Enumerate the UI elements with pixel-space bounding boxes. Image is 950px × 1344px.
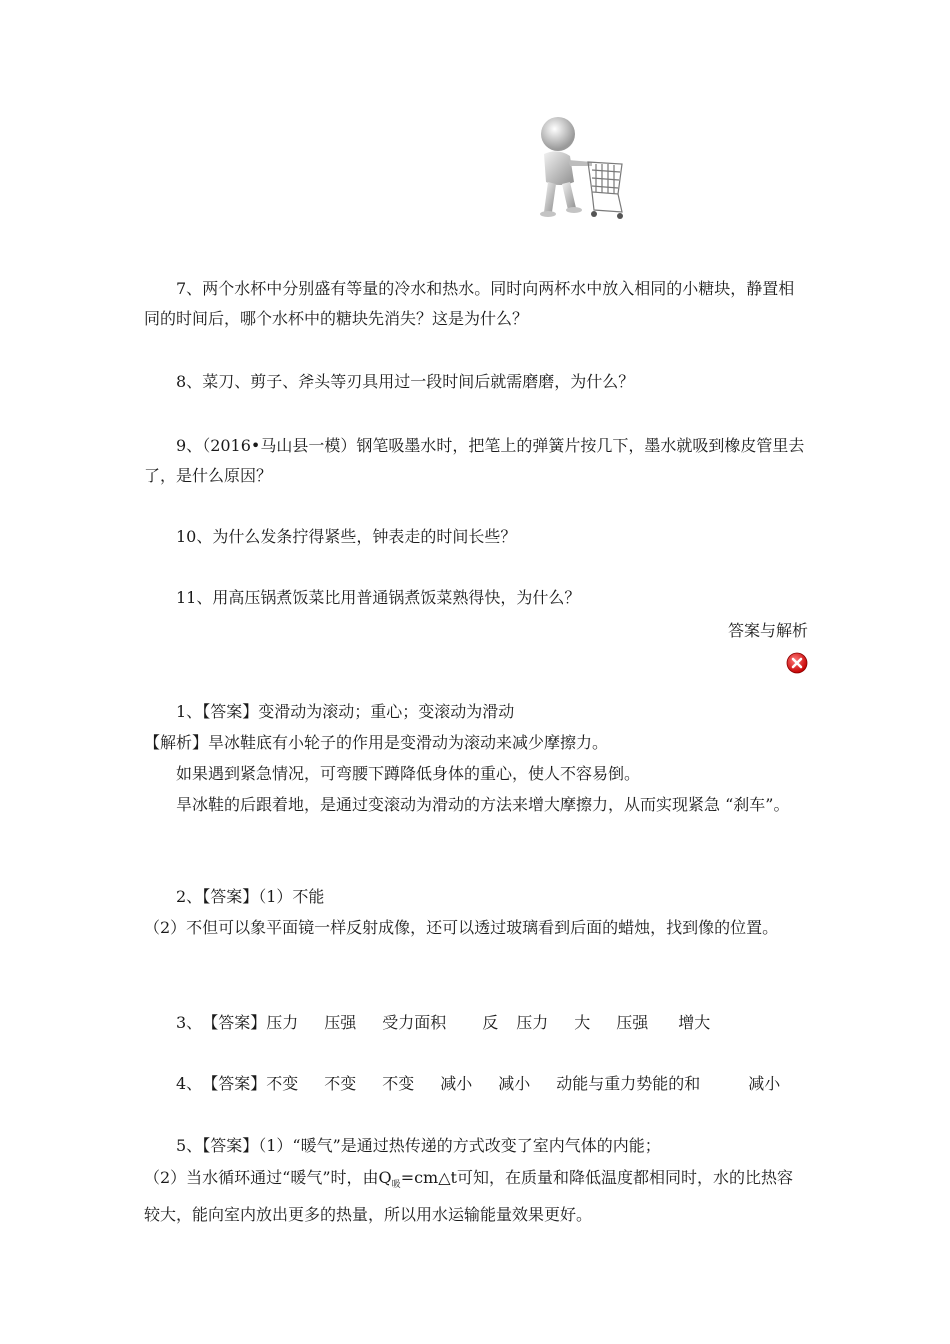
answer-item: 减小 — [498, 1074, 531, 1093]
answer-item: 动能与重力势能的和 — [556, 1074, 701, 1093]
answer-tag: 【答案】 — [202, 1136, 259, 1155]
answer-3 — [176, 1013, 710, 1033]
answer-1-analysis — [144, 733, 608, 753]
answer-5 — [176, 1136, 661, 1156]
answer-item: 压力 — [516, 1013, 549, 1032]
answer-5-line2 — [144, 1163, 808, 1230]
answer-tag: 【答案】 — [202, 1074, 267, 1093]
answer-number: 4、 — [176, 1074, 203, 1093]
answer-number: 5、 — [176, 1136, 203, 1155]
answer-number: 3、 — [176, 1013, 203, 1032]
answers-title[interactable]: 答案与解析 — [727, 621, 808, 640]
answer-tag: 【答案】 — [202, 887, 259, 906]
answer-1 — [176, 702, 514, 722]
question-9 — [144, 431, 808, 491]
close-icon[interactable] — [786, 652, 808, 674]
analysis-text: 旱冰鞋底有小轮子的作用是变滑动为滚动来减少摩擦力。 — [208, 733, 609, 752]
answer-item: 减小 — [748, 1074, 781, 1093]
answer-item: 不变 — [324, 1074, 357, 1093]
answer-item: 受力面积 — [382, 1013, 447, 1032]
answer-item: 减小 — [440, 1074, 473, 1093]
analysis-tag: 【解析】 — [144, 733, 209, 752]
question-text: 用高压锅煮饭菜比用普通锅煮饭菜熟得快，为什么？ — [212, 588, 581, 607]
question-number: 11、 — [176, 588, 213, 607]
answer-tag: 【答案】 — [202, 702, 259, 721]
question-number: 7、 — [176, 279, 203, 298]
answer-item: 不变 — [382, 1074, 415, 1093]
question-10 — [176, 527, 516, 547]
question-11 — [176, 588, 580, 608]
question-number: 9、 — [176, 436, 203, 455]
answer-text: （2）当水循环通过“暖气”时，由Q — [144, 1168, 392, 1187]
answer-text: （1）不能 — [258, 887, 325, 906]
subscript: 吸 — [391, 1180, 401, 1191]
answer-item: 压强 — [616, 1013, 649, 1032]
answer-tag: 【答案】 — [202, 1013, 267, 1032]
answer-item: 大 — [574, 1013, 591, 1032]
answer-2-line2: （2）不但可以象平面镜一样反射成像，还可以透过玻璃看到后面的蜡烛，找到像的位置。 — [144, 918, 779, 937]
answer-text: （1）“暖气”是通过热传递的方式改变了室内气体的内能； — [258, 1136, 661, 1155]
answer-4 — [176, 1074, 780, 1094]
question-number: 10、 — [176, 527, 213, 546]
question-text: （2016•马山县一模）钢笔吸墨水时，把笔上的弹簧片按几下，墨水就吸到橡皮管里去了，是什么原因？ — [144, 436, 805, 485]
answer-text: 变滑动为滚动；重心；变滚动为滑动 — [258, 702, 515, 721]
answer-number: 1、 — [176, 702, 203, 721]
answer-item: 反 — [482, 1013, 499, 1032]
shopping-cart-figure-image — [530, 112, 630, 228]
answer-1-line2: 如果遇到紧急情况，可弯腰下蹲降低身体的重心，使人不容易倒。 — [176, 764, 641, 783]
answer-item: 增大 — [678, 1013, 711, 1032]
answer-item: 不变 — [266, 1074, 299, 1093]
question-text: 为什么发条拧得紧些，钟表走的时间长些？ — [212, 527, 517, 546]
question-7 — [144, 274, 808, 334]
answer-number: 2、 — [176, 887, 203, 906]
answer-1-line3: 旱冰鞋的后跟着地，是通过变滚动为滑动的方法来增大摩擦力，从而实现紧急 “刹车”。 — [176, 795, 790, 814]
question-text: 两个水杯中分别盛有等量的冷水和热水。同时向两杯水中放入相同的小糖块，静置相同的时间后，哪个水杯中的糖块先消失？这是为什么？ — [144, 279, 795, 328]
answer-item: 压强 — [324, 1013, 357, 1032]
answer-2 — [176, 887, 324, 907]
question-number: 8、 — [176, 372, 203, 391]
answer-text: =cm△t可知，在质量和降低温度都相同时，水的比热容较大，能向室内放出更多的热量，所以用水运输能量效果更好。 — [144, 1168, 793, 1225]
question-text: 菜刀、剪子、斧头等刃具用过一段时间后就需磨磨，为什么？ — [202, 372, 635, 391]
question-8 — [176, 372, 634, 392]
answer-item: 压力 — [266, 1013, 299, 1032]
